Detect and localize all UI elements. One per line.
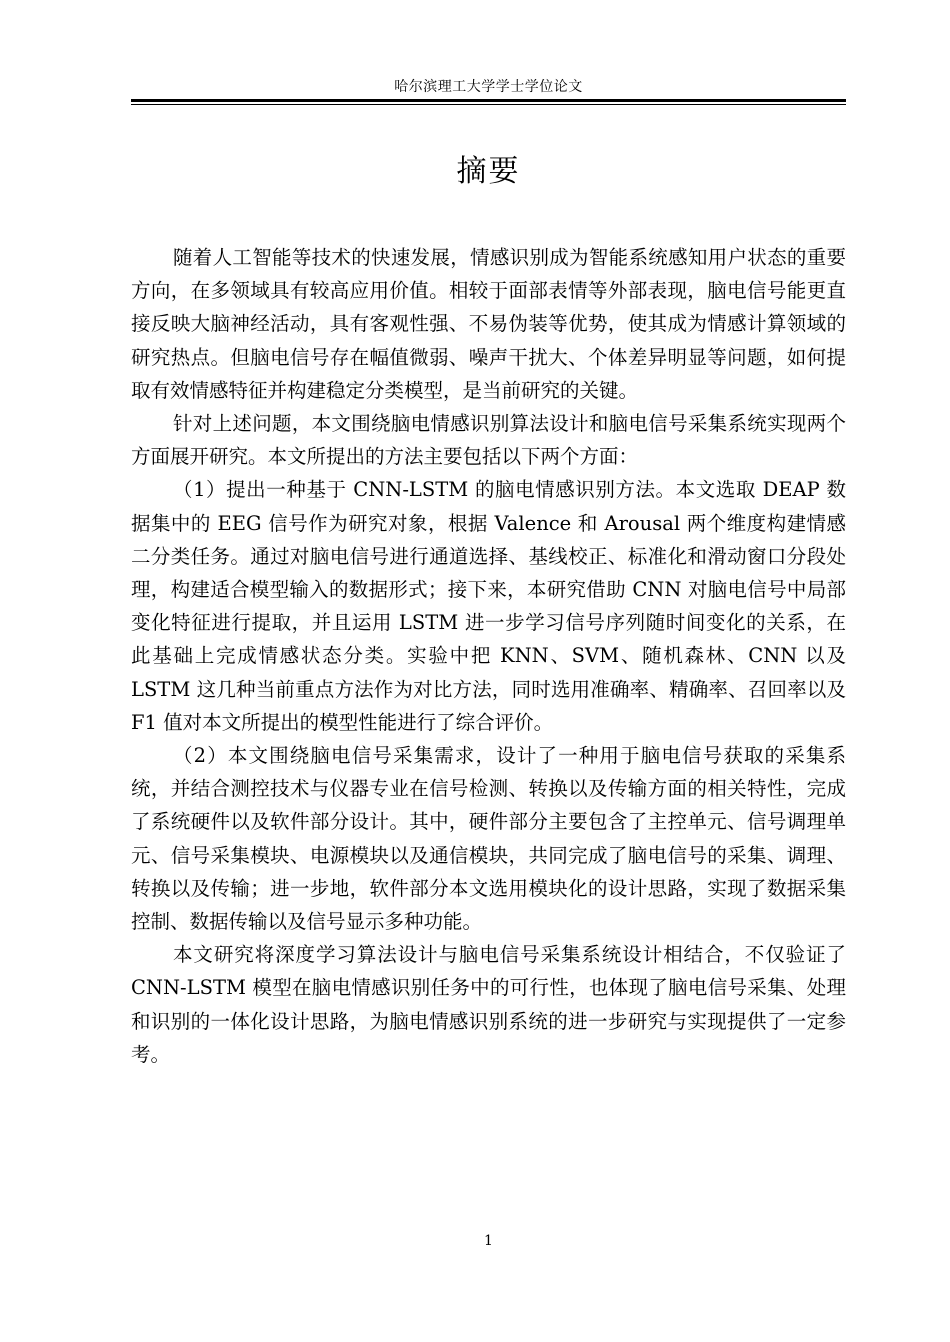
header-rule-thick (131, 99, 846, 102)
page-title: 摘要 (456, 154, 521, 189)
page-number: 1 (484, 1233, 493, 1249)
abstract-paragraph-4: （2）本文围绕脑电信号采集需求，设计了一种用于脑电信号获取的采集系统，并结合测控技术与仪器专业在信号检测、转换以及传输方面的相关特性，完成了系统硬件以及软件部分设计。其中，硬件部分主要包含了主控单元、信号调理单元、信号采集模块、电源模块以及通信模块，共同完成了脑电信号的采集、调理、转换以及传输；进一步地，软件部分本文选用模块化的设计思路，实现了数据采集控制、数据传输以及信号显示多种功能。 (131, 744, 846, 934)
abstract-paragraph-2: 针对上述问题，本文围绕脑电情感识别算法设计和脑电信号采集系统实现两个方面展开研究。本文所提出的方法主要包括以下两个方面： (131, 412, 846, 469)
running-header: 哈尔滨理工大学学士学位论文 (394, 79, 583, 95)
abstract-paragraph-5: 本文研究将深度学习算法设计与脑电信号采集系统设计相结合，不仅验证了 CNN-LSTM 模型在脑电情感识别任务中的可行性，也体现了脑电信号采集、处理和识别的一体化设计思路，为脑电情感识别系统的进一步研究与实现提供了一定参考。 (131, 943, 846, 1066)
abstract-paragraph-3: （1）提出一种基于 CNN-LSTM 的脑电情感识别方法。本文选取 DEAP 数据集中的 EEG 信号作为研究对象，根据 Valence 和 Arousal 两个维度构建情感二分类任务。通过对脑电信号进行通道选择、基线校正、标准化和滑动窗口分段处理，构建适合模型输入的数据形式；接下来，本研究借助 CNN 对脑电信号中局部变化特征进行提取，并且运用 LSTM 进一步学习信号序列随时间变化的关系，在此基础上完成情感状态分类。实验中把 KNN、SVM、随机森林、CNN 以及 LSTM 这几种当前重点方法作为对比方法，同时选用准确率、精确率、召回率以及 F1 值对本文所提出的模型性能进行了综合评价。 (131, 478, 846, 734)
abstract-body (131, 241, 846, 1071)
abstract-paragraph-1: 随着人工智能等技术的快速发展，情感识别成为智能系统感知用户状态的重要方向，在多领域具有较高应用价值。相较于面部表情等外部表现，脑电信号能更直接反映大脑神经活动，具有客观性强、不易伪装等优势，使其成为情感计算领域的研究热点。但脑电信号存在幅值微弱、噪声干扰大、个体差异明显等问题，如何提取有效情感特征并构建稳定分类模型，是当前研究的关键。 (131, 246, 846, 402)
header-rule-thin (131, 104, 846, 105)
